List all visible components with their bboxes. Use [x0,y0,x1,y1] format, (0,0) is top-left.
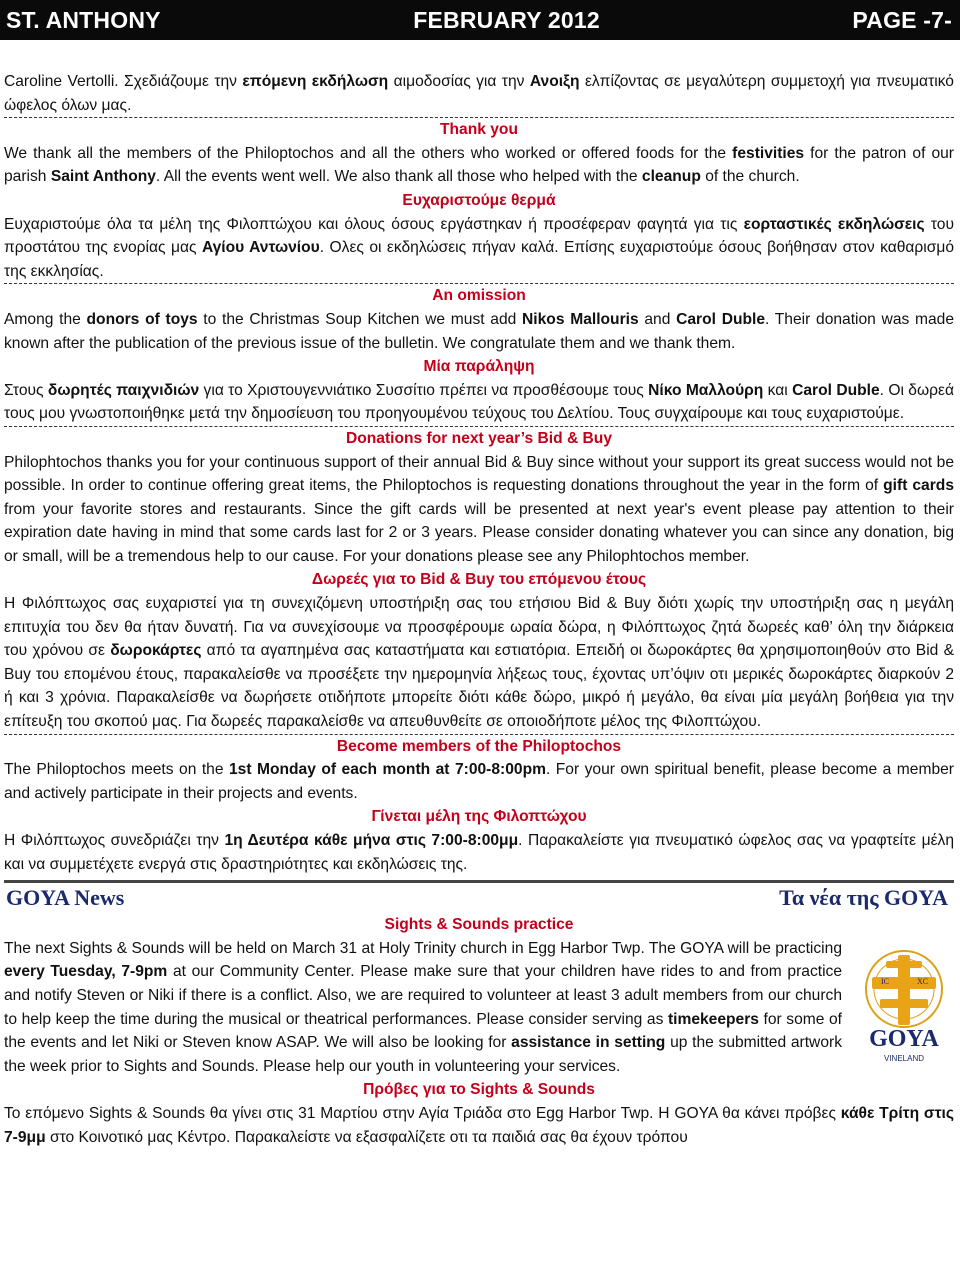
thank-you-gr-paragraph: Ευχαριστούμε όλα τα μέλη της Φιλοπτώχου και όλους όσους εργάστηκαν ή προσέφεραν φαγητά για τις εορταστικές εκδηλώσεις του προστάτου της ενορίας μας Αγίου Αντωνίου. Ολες οι εκδηλώσεις πήγαν καλά. Επίσης ευχαριστούμε όσους βοήθησαν στον καθαρισμό της εκκλησίας. [4,215,955,280]
sights-paragraph: The next Sights & Sounds will be held on March 31 at Holy Trinity church in Egg Harbor Twp. The GOYA will be practicing every Tuesday, 7-9pm at our Community Center. Please make sure that your children have rides to and from practice and notify Steven or Niki if there is a conflict. Also, we are required to volunteer at least 3 adult members from our church to help keep the time during the musical or theatrical performances. Please consider serving as timekeepers for some of the events and let Niki or Steven know ASAP. We will also be looking for assistance in setting up the submitted artwork the week prior to Sights and Sounds. Please help our youth in volunteering your services. [4,939,843,1075]
page-content [0,40,960,1149]
sights-title: Sights & Sounds practice [384,916,574,934]
omission-paragraph: Among the donors of toys to the Christmas Soup Kitchen we must add Nikos Mallouris and Carol Duble. Their donation was made known after the publication of the previous issue of the bulletin. We congratulate them and we thank them. [4,310,955,352]
thank-you-gr-title: Ευχαριστούμε θερμά [402,191,556,209]
goya-news-title: GOYA News [6,885,125,911]
thank-you-title: Thank you [440,121,518,139]
donations-title: Donations for next year’s Bid & Buy [345,429,612,447]
omission-title: An omission [432,287,526,305]
goya-logo-sub: VINELAND [883,1053,925,1063]
goya-logo-text: GOYA [869,1025,939,1052]
omission-gr-paragraph: Στους δωρητές παιχνιδιών για το Χριστουγεννιάτικο Συσσίτιο πρέπει να προσθέσουμε τους Νίκο Μαλλούρη και Carol Duble. Οι δωρεά τους μου γνωστοποιήθηκε μετά την δημοσίευση του προηγουμένου τεύχους του Δελτίου. Τους συγχαίρουμε και τους ευχαριστούμε. [4,381,954,423]
header-page: PAGE -7- [852,6,952,33]
goya-news-title-gr: Τα νέα της GOYA [779,885,948,911]
svg-text:XC: XC [917,976,929,986]
goya-logo [854,947,954,1075]
members-title: Become members of the Philoptochos [336,737,622,755]
omission-gr-title: Μία παράληψη [423,358,535,376]
members-gr-paragraph: Η Φιλόπτωχος συνεδριάζει την 1η Δευτέρα κάθε μήνα στις 7:00-8:00μμ. Παρακαλείστε για πνευματικό ώφελος σας να γραφτείτε μέλη και να συμμετέχετε ενεργά στις δραστηριότητες και εκδηλώσεις της. [4,832,955,873]
header-parish: ST. ANTHONY [6,6,161,33]
members-paragraph: The Philoptochos meets on the 1st Monday of each month at 7:00-8:00pm. For your own spiritual benefit, please become a member and actively participate in their projects and events. [4,761,954,802]
thank-you-paragraph: We thank all the members of the Philoptochos and all the others who worked or offered foods for the festivities for the patron of our parish Saint Anthony. All the events went well. We also thank all those who helped with the cleanup of the church. [4,144,955,186]
goya-header [4,883,954,913]
svg-text:IC: IC [881,976,889,986]
sights-gr-title: Πρόβες για το Sights & Sounds [363,1081,595,1099]
header-date: FEBRUARY 2012 [413,6,600,33]
donations-gr-paragraph: Η Φιλόπτωχος σας ευχαριστεί για τη συνεχιζόμενη υποστήριξη σας του ετήσιου Bid & Buy διότι χωρίς την υποστήριξη σας η μεγάλη επιτυχία του δεν θα ήταν δυνατή. Για να συνεχίσουμε να προσφέρουμε ωραία δώρα, η Φιλόπτωχος ζητά δωρεές καθ’ όλη την διάρκεια του χρόνου σε δωροκάρτες από τα αγαπημένα σας καταστήματα και εστιατόρια. Επειδή οι δωροκάρτες θα χρησιμοποιηθούν στο Bid & Buy του επομένου έτους, παρακαλείσθε να προσέξετε την ημερομηνία λήξεως τους, έχοντας υπ’όψιν οτι μερικές δωροκάρτες διαρκούν 2 ή και 3 χρόνια. Παρακαλείσθε να δωρήσετε οτιδήποτε μπορείτε διότι κάθε δώρο, μικρό ή μεγάλο, θα είναι μία μεγάλη βοήθεια για την επίτευξη του σκοπού μας. Για δωρεές παρακαλείσθε να απευθυνθείτε σε οποιοδήποτε μέλος της Φιλοπτώχου. [4,595,954,731]
donations-paragraph: Philophtochos thanks you for your continuous support of their annual Bid & Buy since without your support its great success would not be possible. In order to continue offering great items, the Philoptochos is requesting donations throughout the year in the form of gift cards from your favorite stores and restaurants. Since the gift cards will be presented at next year's event please pay attention to their expiration date having in mind that some cards last for 2 or 3 years. Please consider donating whatever you can since any donation, big or small, will be a tremendous help to our cause. For your donations please see any Philophtochos member. [4,453,954,565]
page-header [0,0,960,40]
donations-gr-title: Δωρεές για το Bid & Buy του επόμενου έτους [311,571,647,589]
members-gr-title: Γίνεται μέλη της Φιλοπτώχου [371,808,587,826]
intro-paragraph: Caroline Vertolli. Σχεδιάζουμε την επόμενη εκδήλωση αιμοδοσίας για την Ανοιξη ελπίζοντας σε μεγαλύτερη συμμετοχή για πνευματικό ώφελος όλων μας. [4,73,954,114]
sights-gr-paragraph: Το επόμενο Sights & Sounds θα γίνει στις 31 Μαρτίου στην Αγία Τριάδα στο Egg Harbor Twp. Η GOYA θα κάνει πρόβες κάθε Τρίτη στις 7-9μμ στο Κοινοτικό μας Κέντρο. Παρακαλείστε να εξασφαλίζετε οτι τα παιδιά σας θα έχουν τρόπου [4,1104,954,1146]
sights-row [4,937,954,1079]
